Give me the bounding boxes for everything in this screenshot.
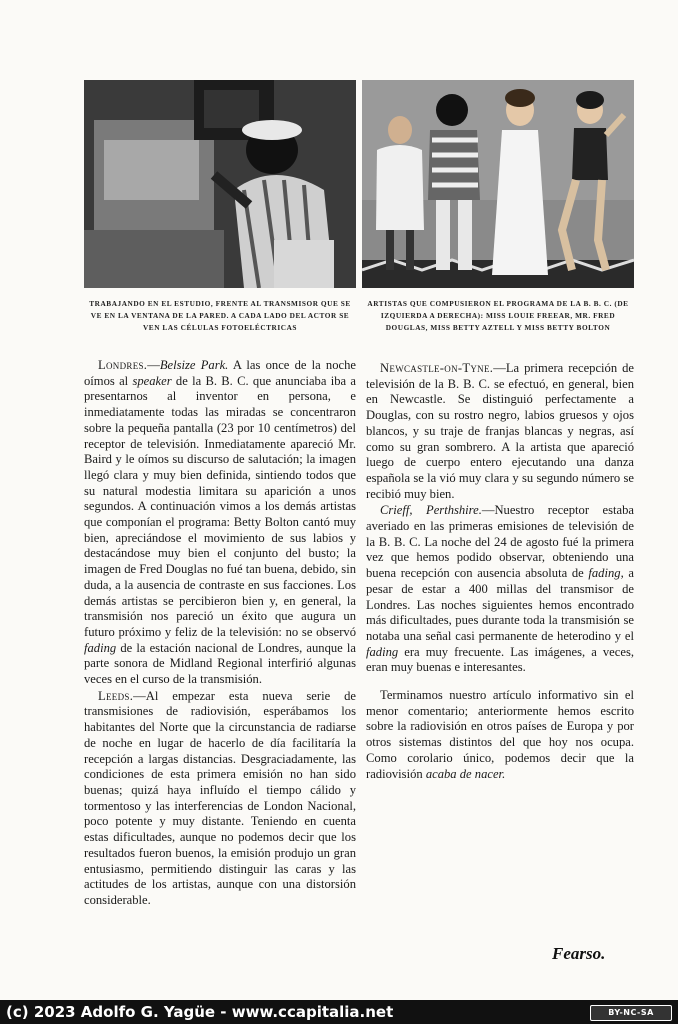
place-subheading: Belsize Park. [159, 358, 229, 372]
article-column-right [366, 361, 634, 782]
artists-photo-caption: ARTISTAS QUE COMPUSIERON EL PROGRAMA DE LA B. B. C. (DE IZQUIERDA A DERECHA): MISS LOUIE FREEAR, MR. FRED DOUGLAS, MISS BETTY AZTELL Y MISS BETTY BOLTON [367, 299, 629, 332]
copyright-link[interactable]: (c) 2023 Adolfo G. Yagüe - www.ccapitalia.net [6, 1003, 394, 1021]
copyright-footer [0, 1000, 678, 1024]
artists-photo [362, 80, 634, 288]
creative-commons-license-badge[interactable]: BY-NC-SA [590, 1005, 672, 1021]
author-signature: Fearso. [552, 944, 606, 963]
paragraph-london: Londres.—Belsize Park. A las once de la noche oímos al speaker de la B. B. C. que anunciaba iba a presentarnos al inventor en persona, e inmediatamente todas las miradas se concentraron sobre la pequeña pantalla (23 por 10 centímetros) del receptor de televisión. Inmediatamente apareció Mr. Baird y le oímos su discurso de salutación; la imagen llegó clara y muy bien definida, sintiendo todos que su natural modestia limitara su aparición a unos segundos. A continuación vimos a los demás artistas que componían el programa: Betty Bolton cantó muy bien, apreciándose el movimiento de sus labios y destacándose muy bien el conjunto del busto; la imagen de Fred Douglas no fué tan buena, debido, sin duda, a la ausencia de contraste en sus facciones. Los demás artistas se percibieron bien y, en general, la transmisión nos pareció un éxito que augura un futuro próximo y feliz de la televisión: no se observó fading de la estación nacional de Londres, aunque la parte sonora de Midland Regional interfirió algunas veces en el curso de la transmisión. [84, 358, 357, 687]
paragraph-leeds: Leeds.—Al empezar esta nueva serie de transmisiones de radiovisión, esperábamos los habitantes del Norte que la circunstancia de radiarse de noche en lugar de hacerlo de día facilitaría la recepción a largas distancias. Desgraciadamente, las condiciones de esta primera emisión no han sido buenas; quizá haya influído el tiempo cálido y tormentoso y las interferencias de London Nacional, poco potente y muy distante. Teniendo en cuenta estas dificultades, aunque no podemos decir que los resultados fueron buenos, la emisión produjo un gran entusiasmo, permitiendo distinguir las caras y las actitudes de los artistas, aunque con una distorsión considerable. [84, 688, 356, 907]
paragraph-conclusion: Terminamos nuestro artículo informativo sin el menor comentario; anteriormente hemos escrito sobre la radiovisión en otros países de Europa y por otros sistemas distintos del que hoy nos ocupa. Como corolario único, podemos decir que la radiovisión acaba de nacer. [366, 688, 634, 781]
place-heading: Newcastle-on-Tyne. [380, 361, 494, 375]
place-heading: Crieff, Perthshire. [380, 503, 482, 518]
studio-photo-caption: TRABAJANDO EN EL ESTUDIO, FRENTE AL TRANSMISOR QUE SE VE EN LA VENTANA DE LA PARED. A CADA LADO DEL ACTOR SE VEN LAS CÉLULAS FOTOELÉCTRICAS [89, 299, 351, 332]
place-heading: Londres. [98, 358, 148, 372]
paragraph-newcastle: Newcastle-on-Tyne.—La primera recepción de televisión de la B. B. C. se efectuó, en general, bien en Newcastle. Se distinguió perfectamente a Douglas, con su rostro negro, labios gruesos y ojos blancos, y su traje de franjas blancas y negras, así como su gran sombrero. A la artista que apareció luego de cuerpo entero ejecutando una danza española se la vió muy clara y su segundo número se recibió muy bien. [366, 361, 634, 501]
studio-photo [84, 80, 356, 288]
paragraph-crieff: Crieff, Perthshire.—Nuestro receptor estaba averiado en las primeras emisiones de televisión de la B. B. C. La noche del 24 de agosto fué la primera vez que hemos podido observar, obteniendo una buena recepción con ausencia absoluta de fading, a pesar de estar a 400 millas del transmisor de Londres. Las noches siguientes hemos encontrado más dificultades, pues durante toda la transmisión se notaba una señal casi permanente de heterodino y el fading era muy frecuente. Las imágenes, a veces, eran muy buenas e interesantes. [366, 503, 634, 675]
article-column-left [84, 358, 356, 909]
place-heading: Leeds. [98, 688, 134, 703]
